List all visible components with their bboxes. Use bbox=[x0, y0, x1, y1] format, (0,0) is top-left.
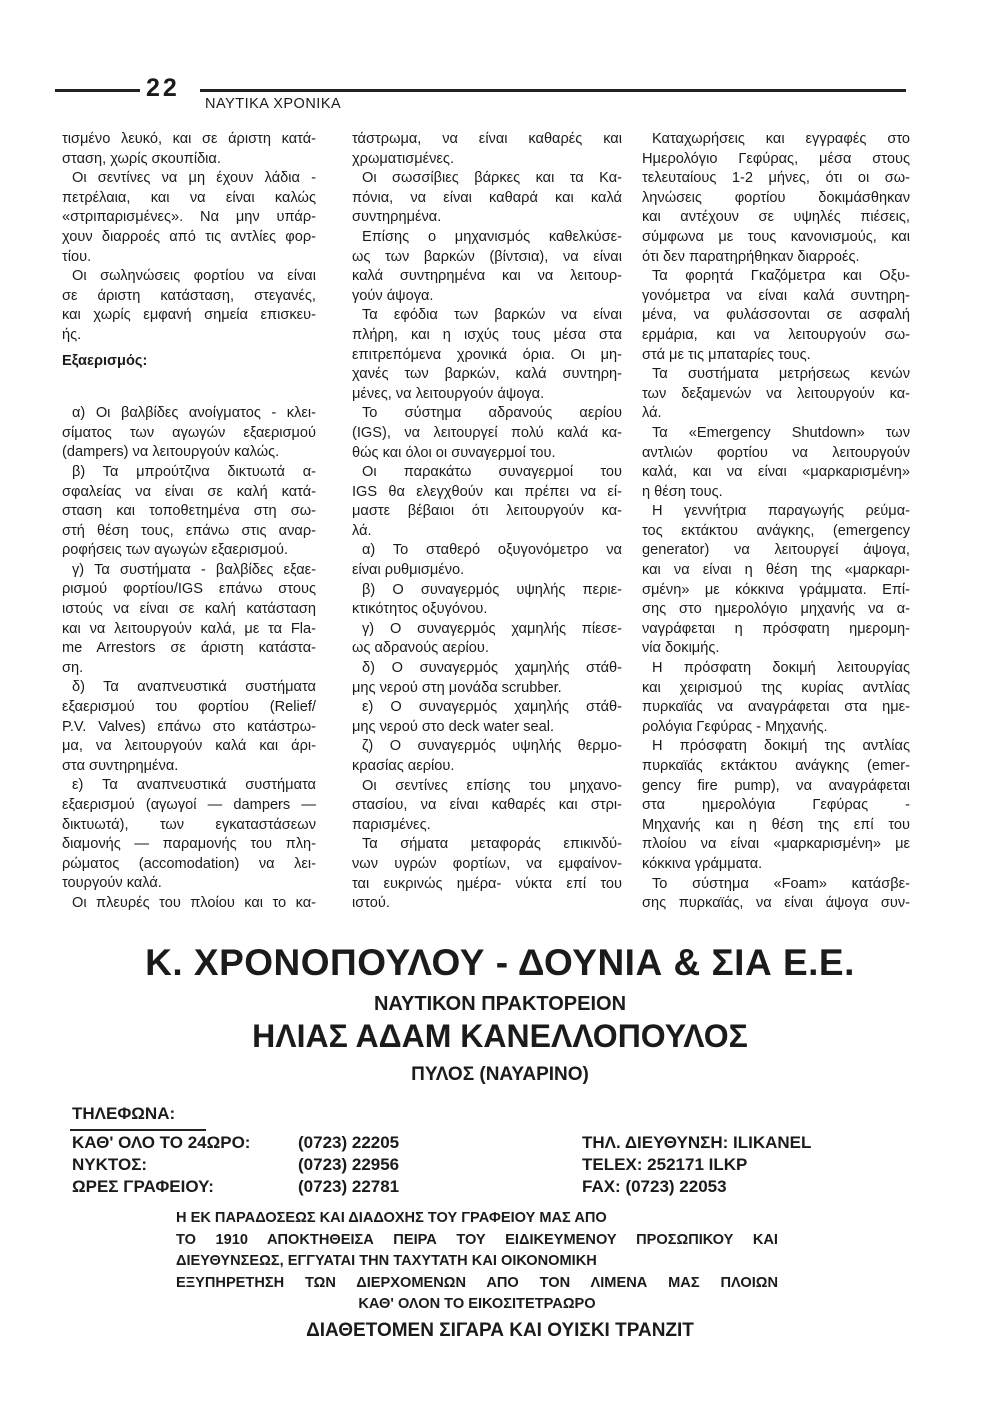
text-line: δ) Ο συναγερμός χαμηλής στάθ- bbox=[362, 660, 622, 677]
text-line: Τα «Emergency Shutdown» των bbox=[652, 424, 910, 441]
text-line: λά. bbox=[352, 522, 372, 539]
text-line: δ) Τα αναπνευστικά συστήματα bbox=[72, 679, 316, 696]
text-line: Μηχανής και η θέση της επί του bbox=[642, 816, 910, 833]
text-line: μα, να λειτουργούν καλά και άρι- bbox=[62, 738, 316, 755]
advert-paragraph bbox=[176, 1208, 778, 1316]
text-line: σφαλείας να είναι σε καλή κατά- bbox=[62, 483, 316, 500]
text-line: μένες, να λειτουργούν άψογα. bbox=[352, 385, 545, 402]
text-line: Οι πλευρές του πλοίου και το κα- bbox=[72, 894, 316, 911]
text-line: ής. bbox=[62, 326, 82, 343]
text-line: είναι ρυθμισμένο. bbox=[352, 562, 465, 579]
text-line: Τα συστήματα μετρήσεως κενών bbox=[652, 366, 910, 383]
text-line: ζ) Ο συναγερμός υψηλής θερμο- bbox=[362, 738, 622, 755]
text-line: σε άριστη κατάσταση, στεγανές, bbox=[62, 287, 316, 304]
text-line: ως των βαρκών (βίντσια), να είναι bbox=[352, 248, 622, 265]
text-line: και χωρίς εμφανή σημεία επισκευ- bbox=[62, 307, 316, 324]
text-line: σταση και τοποθετημένα στη σω- bbox=[62, 503, 316, 520]
text-line: ση. bbox=[62, 659, 84, 676]
phone-label: ΝΥΚΤΟΣ: bbox=[72, 1155, 148, 1174]
text-line: σταση, χωρίς σκουπίδια. bbox=[62, 150, 221, 167]
header-rule-right bbox=[200, 89, 906, 92]
text-line: χανές των βαρκών, καλά συντηρη- bbox=[352, 366, 622, 383]
advert-agent-name: ΗΛΙΑΣ ΑΔΑΜ ΚΑΝΕΛΛΟΠΟΥΛΟΣ bbox=[252, 1018, 748, 1054]
phone-number: (0723) 22781 bbox=[298, 1177, 400, 1196]
phones-heading-underline bbox=[70, 1129, 206, 1131]
text-line: πόνια, να είναι καθαρά και καλά bbox=[352, 189, 622, 206]
text-line: στή θέση τους, επάνω στις αναρ- bbox=[62, 522, 316, 539]
text-line: Τα εφόδια των βαρκών να είναι bbox=[362, 307, 622, 324]
text-line: εξαερισμού του φορτίου (Relief/ bbox=[62, 699, 316, 716]
advert-paragraph-line: ΕΞΥΠΗΡΕΤΗΣΗ ΤΩΝ ΔΙΕΡΧΟΜΕΝΩΝ ΑΠΟ ΤΟΝ ΛΙΜΕΝΑ ΜΑΣ ΠΛΟΙΩΝ bbox=[176, 1274, 778, 1291]
text-line: στα ημερολόγια Γεφύρας - bbox=[642, 797, 910, 814]
article-column-2 bbox=[352, 130, 622, 914]
text-line: και αντέχουν σε υψηλές πιέσεις, bbox=[642, 209, 910, 226]
text-line: παρισμένες. bbox=[352, 816, 431, 833]
text-line: νία δοκιμής. bbox=[642, 640, 720, 657]
text-line: η θέση τους. bbox=[642, 483, 723, 500]
text-line: P.V. Valves) επάνω στο κατάστρω- bbox=[62, 718, 316, 735]
phone-label: ΚΑΘ' ΟΛΟ ΤΟ 24ΩΡΟ: bbox=[72, 1133, 251, 1152]
text-line: θώς και όλοι οι συναγερμοί του. bbox=[352, 444, 556, 461]
article-column-3 bbox=[642, 130, 910, 914]
text-line: ε) Ο συναγερμός χαμηλής στάθ- bbox=[362, 699, 622, 716]
advert-tagline: ΔΙΑΘΕΤΟΜΕΝ ΣΙΓΑΡΑ ΚΑΙ ΟΥΙΣΚΙ ΤΡΑΝΖΙΤ bbox=[306, 1320, 694, 1341]
text-line: σμένη» με κόκκινα γράμματα. Επί- bbox=[642, 581, 910, 598]
text-line: generator) να λειτουργεί άψογα, bbox=[642, 542, 910, 559]
text-line: τος εκτάκτου ανάγκης, (emergency bbox=[642, 522, 910, 539]
text-line: α) Οι βαλβίδες ανοίγματος - κλει- bbox=[72, 405, 316, 422]
advert-subtitle: ΝΑΥΤΙΚΟΝ ΠΡΑΚΤΟΡΕΙΟΝ bbox=[373, 993, 627, 1015]
text-line: λά. bbox=[642, 405, 662, 422]
text-line: μένα, να φυλάσσονται σε ασφαλή bbox=[642, 307, 910, 324]
text-line: ότι δεν παρατηρήθηκαν διαρροές. bbox=[642, 248, 860, 265]
text-line: και χειρισμού της κυρίας αντλίας bbox=[642, 679, 910, 696]
phones-heading: ΤΗΛΕΦΩΝΑ: bbox=[72, 1104, 176, 1123]
text-line: χρωματισμένες. bbox=[352, 150, 455, 167]
text-line: ναγράφεται η πρόσφατη ημερομη- bbox=[642, 620, 910, 637]
section-heading: Εξαερισμός: bbox=[62, 352, 148, 369]
text-line: ρώματος (accomodation) να λει- bbox=[62, 855, 316, 872]
text-line: ροφήσεις των αγωγών εξαερισμού. bbox=[62, 542, 289, 559]
text-line: τουργούν καλά. bbox=[62, 875, 162, 892]
text-line: μης νερού στη μονάδα scrubber. bbox=[352, 679, 562, 696]
phone-number: (0723) 22956 bbox=[298, 1155, 400, 1174]
text-line: IGS θα ελεγχθούν και πρέπει να εί- bbox=[352, 483, 622, 500]
text-line: Οι σεντίνες επίσης του μηχανο- bbox=[362, 777, 622, 794]
text-line: gency fire pump), να αναγράφεται bbox=[642, 777, 910, 794]
text-line: γονόμετρα να είναι καλά συντηρη- bbox=[642, 287, 910, 304]
fax: FAX: (0723) 22053 bbox=[582, 1177, 727, 1196]
text-line: πετρέλαια, και να είναι καλώς bbox=[62, 189, 316, 206]
text-line: στασίου, να είναι καθαρές και στρι- bbox=[352, 797, 622, 814]
phone-number: (0723) 22205 bbox=[298, 1133, 400, 1152]
text-line: ται ευκρινώς ημέρα- νύκτα επί του bbox=[352, 875, 622, 892]
text-line: ερμάρια, και να λειτουργούν σω- bbox=[642, 326, 910, 343]
text-line: γ) Τα συστήματα - βαλβίδες εξαε- bbox=[72, 561, 316, 578]
text-line: Τα σήματα μεταφοράς επικινδύ- bbox=[362, 836, 622, 853]
text-line: κόκκινα γράμματα. bbox=[642, 855, 763, 872]
text-line: σης στο ημερολόγιο μηχανής να α- bbox=[642, 601, 910, 618]
text-line: γούν άψογα. bbox=[352, 287, 434, 304]
text-line: Καταχωρήσεις και εγγραφές στο bbox=[652, 131, 910, 147]
text-line: «στριπαρισμένες». Να μην υπάρ- bbox=[62, 209, 316, 226]
text-line: καλά συντηρημένα και να λειτουρ- bbox=[352, 268, 622, 285]
advert-paragraph-line: ΚΑΘ' ΟΛΟΝ ΤΟ ΕΙΚΟΣΙΤΕΤΡΑΩΡΟ bbox=[358, 1296, 596, 1312]
text-line: γ) Ο συναγερμός χαμηλής πίεσε- bbox=[362, 620, 622, 637]
text-line: ε) Τα αναπνευστικά συστήματα bbox=[72, 777, 316, 794]
text-line: τισμένο λευκό, και σε άριστη κατά- bbox=[62, 131, 316, 147]
text-line: πυρκαϊάς να αναγράφεται στα ημε- bbox=[642, 699, 910, 716]
text-line: (IGS), να λειτουργεί πολύ καλά κα- bbox=[352, 424, 622, 441]
text-line: κρασίας αερίου. bbox=[352, 758, 455, 774]
text-line: και να είναι η θέση της «μαρκαρι- bbox=[642, 562, 910, 579]
text-line: συντηρημένα. bbox=[352, 209, 442, 226]
text-line: ληνώσεις φορτίου δοκιμάσθηκαν bbox=[642, 189, 910, 206]
text-line: Η πρόσφατη δοκιμή λειτουργίας bbox=[652, 660, 910, 677]
text-line: νων υγρών φορτίων, να εμφαίνον- bbox=[352, 855, 622, 872]
text-line: ιστούς να είναι σε καλή κατάσταση bbox=[62, 601, 316, 618]
text-line: δικτυωτά), των εγκαταστάσεων bbox=[62, 816, 316, 833]
advert-paragraph-line: ΔΙΕΥΘΥΝΣΕΩΣ, ΕΓΓΥΑΤΑΙ ΤΗΝ ΤΑΧΥΤΑΤΗ ΚΑΙ ΟΙΚΟΝΟΜΙΚΗ bbox=[176, 1253, 597, 1269]
text-line: πλήρη, και η ισχύς τους μέσα στα bbox=[352, 326, 622, 343]
article-column-1 bbox=[62, 130, 316, 914]
text-line: Οι παρακάτω συναγερμοί του bbox=[362, 464, 622, 481]
text-line: Τα φορητά Γκαζόμετρα και Οξυ- bbox=[652, 268, 910, 285]
text-line: me Arrestors σε άριστη κατάστα- bbox=[62, 640, 316, 657]
text-line: ως αδρανούς αερίου. bbox=[352, 640, 489, 657]
text-line: εξαερισμού (αγωγοί — dampers — bbox=[62, 797, 316, 813]
text-line: σίματος των αγωγών εξαερισμού bbox=[62, 424, 316, 441]
text-line: στά με τις μπαταρίες τους. bbox=[642, 346, 811, 363]
text-line: ρισμού φορτίου/IGS επάνω στους bbox=[62, 581, 316, 598]
text-line: Οι σεντίνες να μη έχουν λάδια - bbox=[72, 170, 316, 187]
text-line: σης πυρκαϊάς, να είναι άψογα συν- bbox=[642, 895, 910, 912]
text-line: χουν διαρροές από τις αντλίες φορ- bbox=[62, 228, 316, 245]
text-line: ιστού. bbox=[352, 895, 390, 912]
text-line: σύμφωνα με τους κανονισμούς, και bbox=[642, 228, 910, 245]
text-line: επιτρεπόμενα χρονικά όρια. Οι μη- bbox=[352, 346, 622, 363]
header-rule-left bbox=[55, 89, 140, 92]
advert-paragraph-line: Η ΕΚ ΠΑΡΑΔΟΣΕΩΣ ΚΑΙ ΔΙΑΔΟΧΗΣ ΤΟΥ ΓΡΑΦΕΙΟΥ ΜΑΣ ΑΠΟ bbox=[176, 1210, 607, 1226]
advert-city: ΠΥΛΟΣ (ΝΑΥΑΡΙΝΟ) bbox=[411, 1064, 589, 1085]
text-line: κτικότητος οξυγόνου. bbox=[352, 601, 488, 618]
text-line: καλά, και να είναι «μαρκαρισμένη» bbox=[642, 464, 910, 481]
telex: TELEX: 252171 ILKP bbox=[582, 1155, 748, 1174]
text-line: β) Τα μπρούτζινα δικτυωτά α- bbox=[72, 463, 316, 480]
text-line: β) Ο συναγερμός υψηλής περιε- bbox=[362, 581, 622, 598]
text-line: αντλιών φορτίου να λειτουργούν bbox=[642, 444, 910, 461]
text-line: Ημερολόγιο Γεφύρας, μέσα στους bbox=[642, 150, 910, 167]
text-line: τάστρωμα, να είναι καθαρές και bbox=[352, 131, 622, 147]
text-line: Το σύστημα «Foam» κατάσβε- bbox=[652, 875, 910, 892]
text-line: (dampers) να λειτουργούν καλώς. bbox=[62, 444, 280, 461]
advert-company-name: Κ. ΧΡΟΝΟΠΟΥΛΟΥ - ΔΟΥΝΙΑ & ΣΙΑ Ε.Ε. bbox=[145, 942, 855, 983]
text-line: μης νερού στο deck water seal. bbox=[352, 718, 555, 735]
telegraphic-address: ΤΗΛ. ΔΙΕΥΘΥΝΣΗ: ILIKANEL bbox=[582, 1133, 812, 1152]
phone-label: ΩΡΕΣ ΓΡΑΦΕΙΟΥ: bbox=[72, 1177, 214, 1196]
advert-paragraph-line: ΤΟ 1910 ΑΠΟΚΤΗΘΕΙΣΑ ΠΕΙΡΑ ΤΟΥ ΕΙΔΙΚΕΥΜΕΝΟΥ ΠΡΟΣΩΠΙΚΟΥ ΚΑΙ bbox=[176, 1231, 778, 1248]
text-line: Επίσης ο μηχανισμός καθελκύσε- bbox=[362, 228, 622, 245]
text-line: στα συντηρημένα. bbox=[62, 757, 179, 774]
text-line: Οι σωσσίβιες βάρκες και τα Κα- bbox=[362, 170, 622, 187]
text-line: διαμονής — παραμονής του πλη- bbox=[62, 836, 316, 853]
text-line: μαστε βέβαιοι ότι λειτουργούν κα- bbox=[352, 503, 622, 520]
text-line: Το σύστημα αδρανούς αερίου bbox=[362, 405, 622, 422]
text-line: πυρκαϊάς εκτάκτου ανάγκης (emer- bbox=[642, 758, 910, 774]
text-line: τελευταίους 1-2 μήνες, ότι οι σω- bbox=[642, 170, 910, 187]
text-line: και να λειτουργούν καλά, με τα Fla- bbox=[62, 620, 316, 637]
text-line: τίου. bbox=[62, 248, 92, 265]
text-line: Η γεννήτρια παραγωγής ρεύμα- bbox=[652, 503, 910, 520]
page-number: 22 bbox=[146, 74, 180, 102]
text-line: ρολόγια Γεφύρας - Μηχανής. bbox=[642, 718, 828, 735]
text-line: α) Το σταθερό οξυγονόμετρο να bbox=[362, 542, 622, 559]
text-line: πλοίου να είναι «μαρκαρισμένη» με bbox=[642, 836, 910, 853]
text-line: Η πρόσφατη δοκιμή της αντλίας bbox=[652, 738, 910, 755]
magazine-title: ΝΑΥΤΙΚΑ ΧΡΟΝΙΚΑ bbox=[205, 96, 342, 112]
text-line: Οι σωληνώσεις φορτίου να είναι bbox=[72, 268, 316, 285]
text-line: των δεξαμενών να λειτουργούν κα- bbox=[642, 385, 910, 402]
